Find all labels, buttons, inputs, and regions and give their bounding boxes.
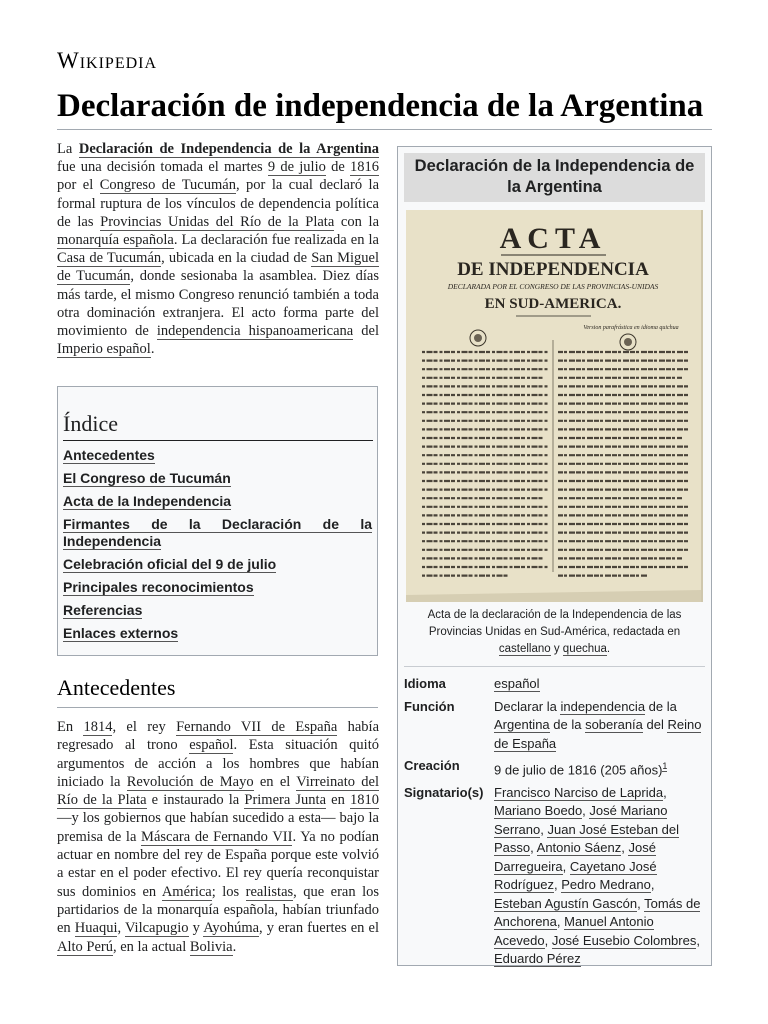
text-run: y: [188, 920, 204, 937]
wiki-link[interactable]: soberanía: [585, 717, 643, 732]
wiki-link[interactable]: Ayohúma: [203, 920, 260, 937]
infobox-table: [404, 673, 704, 971]
toc-item-label: Enlaces externos: [63, 625, 179, 641]
acta-heading-1: ACTA: [499, 222, 607, 255]
wiki-link[interactable]: quechua: [562, 643, 607, 655]
wiki-link[interactable]: Reino de España: [494, 717, 702, 751]
wiki-link[interactable]: realistas: [245, 883, 294, 900]
text-run: En: [57, 719, 84, 735]
wiki-link[interactable]: Congreso de Tucumán: [99, 177, 236, 194]
text-run: , y eran fuertes en el: [259, 920, 379, 937]
wiki-link[interactable]: Declaración de Independencia de la Argentina: [78, 141, 379, 157]
text-run: ,: [553, 877, 562, 893]
infobox-caption: [404, 607, 705, 658]
text-run: ,: [582, 803, 590, 819]
text-run: y: [550, 643, 563, 655]
text-run: fue una decisión tomada el martes: [57, 159, 268, 176]
wiki-link[interactable]: castellano: [498, 643, 551, 655]
acta-heading-4: EN SUD-AMERICA.: [484, 296, 622, 312]
acta-subheading: Version parafrástica en idioma quichua: [583, 325, 679, 331]
acta-document-image[interactable]: [406, 210, 703, 602]
wiki-link[interactable]: Bolivia: [189, 938, 233, 955]
text-run: ,: [556, 914, 565, 930]
infobox-value: [492, 782, 704, 971]
wiki-link[interactable]: Juan José Esteban del Passo: [494, 821, 680, 856]
text-run: ,: [696, 932, 700, 948]
text-run: ,: [117, 920, 125, 937]
text-run: , que eran los partidarios de la monarquía española, habían triunfado en: [57, 883, 380, 937]
acta-heading-3: DECLARADA POR EL CONGRESO DE LAS PROVINCIAS-UNIDAS: [447, 282, 659, 291]
infobox-value: [492, 755, 704, 782]
text-run: , donde sesionaba la asamblea. Diez días más tarde, el mismo Congreso renunció también a toda otra dominación extranjera. El acto forma parte del movimiento de: [57, 268, 379, 340]
text-run: —y los gobiernos que habían sucedido a esta— bajo la premisa de la: [57, 810, 379, 845]
toc-item[interactable]: [63, 516, 372, 550]
toc-item-label: El Congreso de Tucumán: [63, 470, 231, 486]
wiki-link[interactable]: Imperio español: [57, 341, 151, 358]
wiki-link[interactable]: José Mariano Serrano: [494, 803, 668, 837]
toc-item-label: Referencias: [63, 602, 143, 618]
text-run: de la: [645, 698, 677, 714]
table-of-contents: [57, 386, 378, 656]
text-run: por el: [57, 177, 100, 194]
text-run: .: [606, 643, 611, 655]
text-run: , ubicada en la ciudad de: [161, 250, 312, 267]
toc-item-label: Acta de la Independencia: [63, 493, 232, 509]
text-run: .: [150, 341, 155, 358]
wiki-link[interactable]: Manuel Antonio Acevedo: [494, 914, 654, 948]
wiki-link[interactable]: Argentina: [494, 717, 550, 732]
wiki-link[interactable]: monarquía española: [57, 232, 174, 249]
infobox-row: [404, 673, 704, 696]
infobox-label: Idioma: [404, 676, 446, 691]
wiki-link[interactable]: Antonio Sáenz: [536, 840, 622, 856]
wikipedia-logo[interactable]: Wikipedia: [57, 48, 158, 73]
wiki-link[interactable]: independencia hispanoamericana: [156, 323, 354, 340]
acta-scan: [406, 210, 701, 602]
section-heading-antecedentes: Antecedentes: [57, 675, 378, 708]
text-run: del: [642, 717, 668, 732]
text-run: ; los: [211, 883, 246, 900]
wiki-link[interactable]: Cayetano José Rodríguez: [494, 858, 657, 893]
text-run: había regresado al trono: [57, 719, 379, 754]
wiki-link[interactable]: Vilcapugio: [124, 920, 189, 937]
text-run: ,: [544, 932, 552, 948]
text-run: ,: [621, 840, 629, 856]
infobox-row: [404, 696, 704, 756]
wiki-link[interactable]: español: [494, 676, 540, 691]
wiki-link[interactable]: 1816: [350, 159, 379, 176]
lead-paragraph: [57, 140, 379, 358]
wiki-link[interactable]: Esteban Agustín Gascón: [494, 895, 638, 911]
infobox-label: Signatario(s): [404, 784, 484, 800]
wiki-link[interactable]: América: [161, 883, 212, 900]
text-run: de: [325, 159, 350, 176]
wiki-link[interactable]: Revolución de Mayo: [126, 773, 254, 790]
reference-link[interactable]: 1: [662, 761, 668, 771]
text-run: del: [353, 323, 379, 340]
toc-item[interactable]: [63, 556, 372, 573]
infobox-value: [492, 673, 704, 696]
wiki-link[interactable]: Francisco Narciso de Laprida: [494, 784, 664, 800]
text-run: 9 de julio de 1816 (205 años): [494, 762, 663, 778]
toc-item[interactable]: [63, 625, 372, 642]
wiki-link[interactable]: Virreinato del Río de la Plata: [57, 773, 379, 809]
text-run: con la: [334, 213, 380, 230]
toc-item[interactable]: [63, 447, 372, 464]
toc-item-label: Firmantes de la Declaración de la Independencia: [63, 516, 372, 549]
text-run: . Esta situación quitó argumentos de acción a los hombres que habían iniciado la: [57, 737, 379, 790]
wiki-link[interactable]: Pedro Medrano: [561, 877, 651, 893]
infobox-divider: [404, 666, 705, 667]
infobox-label: Creación: [404, 758, 460, 773]
acta-heading-2: DE INDEPENDENCIA: [457, 259, 649, 280]
text-run: .: [232, 938, 237, 955]
wiki-link[interactable]: español: [189, 737, 234, 754]
toc-item[interactable]: [63, 579, 372, 596]
infobox: [397, 146, 712, 966]
text-run: ,: [650, 877, 655, 893]
wiki-link[interactable]: 1810: [350, 792, 379, 809]
text-run: Acta de la declaración de la Independencia de las Provincias Unidas en Sud-América, redactada en: [427, 609, 682, 638]
text-run: de la: [549, 717, 586, 732]
wiki-link[interactable]: Tomás de Anchorena: [494, 895, 701, 930]
text-run: . Ya no podían actuar en nombre del rey de España porque este volvió a estar en el poder efectivo. El rey quería reconquistar sus dominios en: [57, 828, 379, 900]
text-run: en: [326, 792, 350, 809]
toc-item[interactable]: [63, 602, 372, 619]
text-run: en el: [253, 773, 297, 790]
text-run: Declarar la: [494, 698, 561, 714]
text-run: , en la actual: [112, 938, 190, 955]
wiki-link[interactable]: Alto Perú: [57, 938, 113, 955]
wiki-link[interactable]: 1814: [83, 719, 113, 735]
infobox-row: [404, 755, 704, 782]
section-paragraph: [57, 718, 379, 956]
wiki-link[interactable]: 9 de julio: [267, 159, 326, 176]
text-run: ,: [530, 840, 537, 856]
wiki-link[interactable]: independencia: [560, 698, 646, 714]
infobox-value: [492, 696, 704, 756]
infobox-title: Declaración de la Independencia de la Argentina: [404, 153, 705, 202]
text-run: . La declaración fue realizada en la: [173, 232, 379, 249]
toc-list: [63, 447, 372, 642]
text-run: , el rey: [112, 719, 177, 735]
toc-item-label: Antecedentes: [63, 447, 155, 463]
text-run: e instaurado la: [146, 792, 245, 809]
text-run: ,: [540, 821, 548, 837]
wiki-link[interactable]: Huaqui: [74, 920, 118, 937]
wiki-link[interactable]: Máscara de Fernando VII: [141, 828, 293, 845]
wiki-link[interactable]: Mariano Boedo: [494, 803, 583, 819]
infobox-row: [404, 782, 704, 971]
text-run: ,: [663, 784, 667, 800]
toc-item[interactable]: [63, 493, 372, 510]
toc-item-label: Celebración oficial del 9 de julio: [63, 556, 277, 572]
text-run: La: [57, 141, 79, 157]
wiki-link[interactable]: José Eusebio Colombres: [551, 932, 697, 948]
wiki-link[interactable]: San Miguel de Tucumán: [57, 250, 379, 285]
wiki-link[interactable]: Casa de Tucumán: [57, 250, 162, 267]
infobox-label: Función: [404, 698, 455, 714]
toc-item-label: Principales reconocimientos: [63, 579, 254, 595]
toc-title: Índice: [63, 411, 373, 441]
wiki-link[interactable]: Fernando VII de España: [176, 719, 338, 735]
wiki-link[interactable]: José Darregueira: [494, 840, 656, 874]
toc-item[interactable]: [63, 470, 372, 487]
wiki-link[interactable]: Eduardo Pérez: [494, 951, 581, 967]
wiki-link[interactable]: Provincias Unidas del Río de la Plata: [100, 213, 335, 230]
text-run: ,: [637, 895, 645, 911]
text-run: ,: [562, 858, 570, 874]
text-run: , por la cual declaró la formal ruptura de los vínculos de dependencia política de las: [57, 177, 380, 230]
page-title: Declaración de independencia de la Argentina: [57, 85, 712, 130]
wiki-link[interactable]: Primera Junta: [244, 792, 327, 809]
